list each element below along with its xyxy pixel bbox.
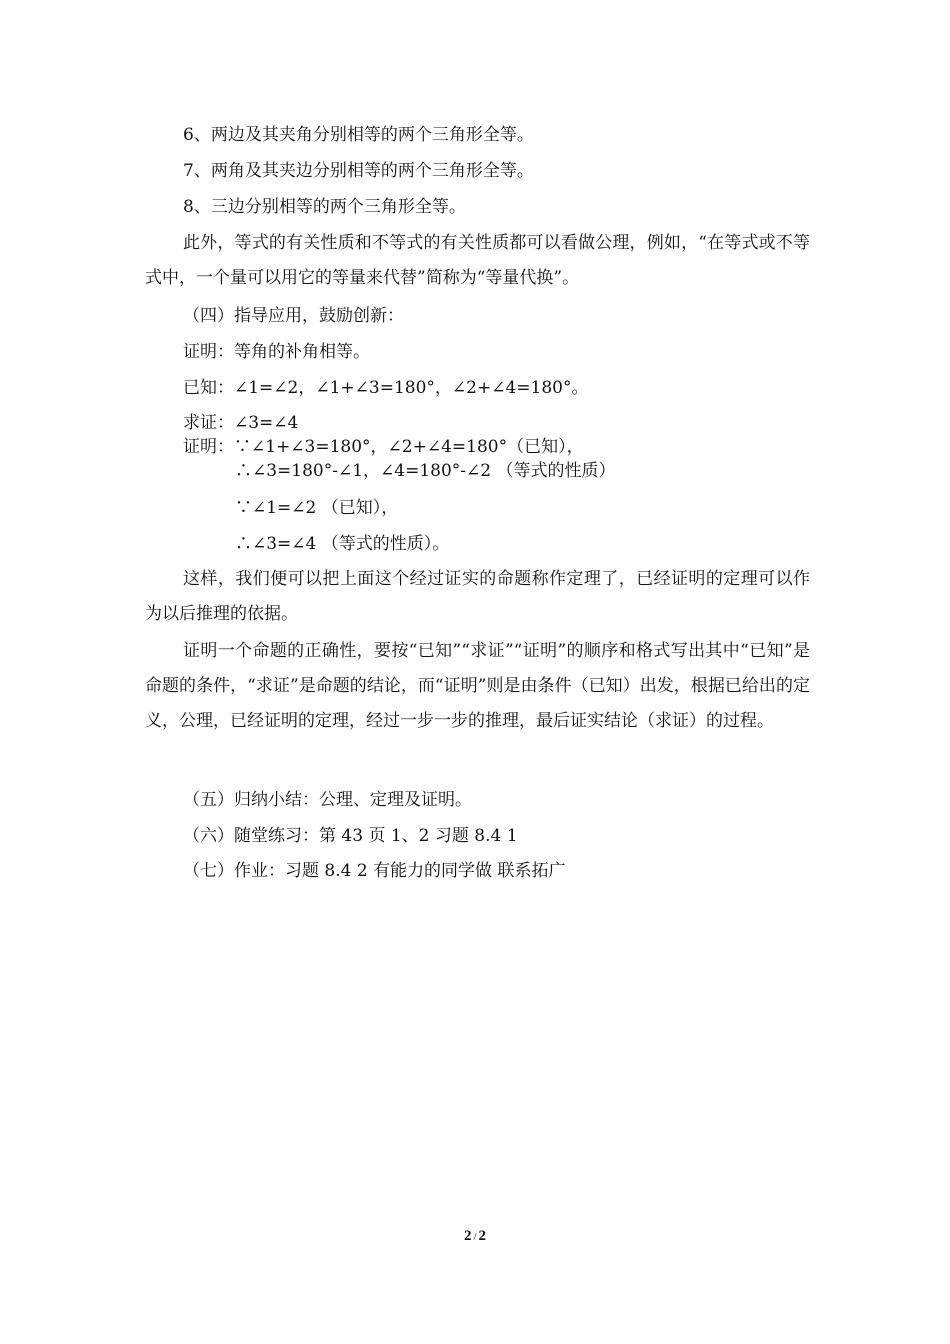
proof-line-1: 证明：∵∠1+∠3=180°，∠2+∠4=180°（已知）， bbox=[183, 437, 584, 457]
proof-line-2: ∴∠3=180°-∠1，∠4=180°-∠2 （等式的性质） bbox=[235, 461, 616, 481]
page-total: 2 bbox=[478, 1228, 487, 1244]
proof-format-paragraph: 证明一个命题的正确性，要按“已知”“求证”“证明”的顺序和格式写出其中“已知”是命题的条件，“求证”是命题的结论，而“证明”则是由条件（已知）出发，根据已给出的定义，公理，已经证明的定理，经过一步一步的推理，最后证实结论（求证）的过程。 bbox=[145, 641, 810, 731]
section-4-heading: （四）指导应用，鼓励创新： bbox=[183, 306, 404, 326]
section-7-homework: （七）作业：习题 8.4 2 有能力的同学做 联系拓广 bbox=[183, 861, 566, 881]
proof-line-4: ∴∠3=∠4 （等式的性质）。 bbox=[235, 534, 450, 554]
page-separator: / bbox=[473, 1231, 477, 1243]
axiom-paragraph: 此外，等式的有关性质和不等式的有关性质都可以看做公理，例如，“在等式或不等式中，一个量可以用它的等量来代替”简称为“等量代换”。 bbox=[145, 233, 810, 288]
theorem-6: 6、两边及其夹角分别相等的两个三角形全等。 bbox=[183, 125, 534, 145]
proof-line-3: ∵∠1=∠2 （已知）， bbox=[235, 498, 399, 518]
prove-line: 求证：∠3=∠4 bbox=[183, 413, 299, 433]
page-current: 2 bbox=[463, 1228, 472, 1244]
section-5-summary: （五）归纳小结：公理、定理及证明。 bbox=[183, 790, 472, 810]
theorem-paragraph: 这样，我们便可以把上面这个经过证实的命题称作定理了，已经证明的定理可以作为以后推理的依据。 bbox=[145, 569, 810, 624]
section-6-exercise: （六）随堂练习：第 43 页 1、2 习题 8.4 1 bbox=[183, 826, 518, 846]
theorem-8: 8、三边分别相等的两个三角形全等。 bbox=[183, 197, 466, 217]
page-number bbox=[0, 1228, 950, 1245]
theorem-7: 7、两角及其夹边分别相等的两个三角形全等。 bbox=[183, 161, 534, 181]
given-line: 已知：∠1=∠2，∠1+∠3=180°，∠2+∠4=180°。 bbox=[183, 378, 589, 398]
proof-statement: 证明：等角的补角相等。 bbox=[183, 342, 370, 362]
